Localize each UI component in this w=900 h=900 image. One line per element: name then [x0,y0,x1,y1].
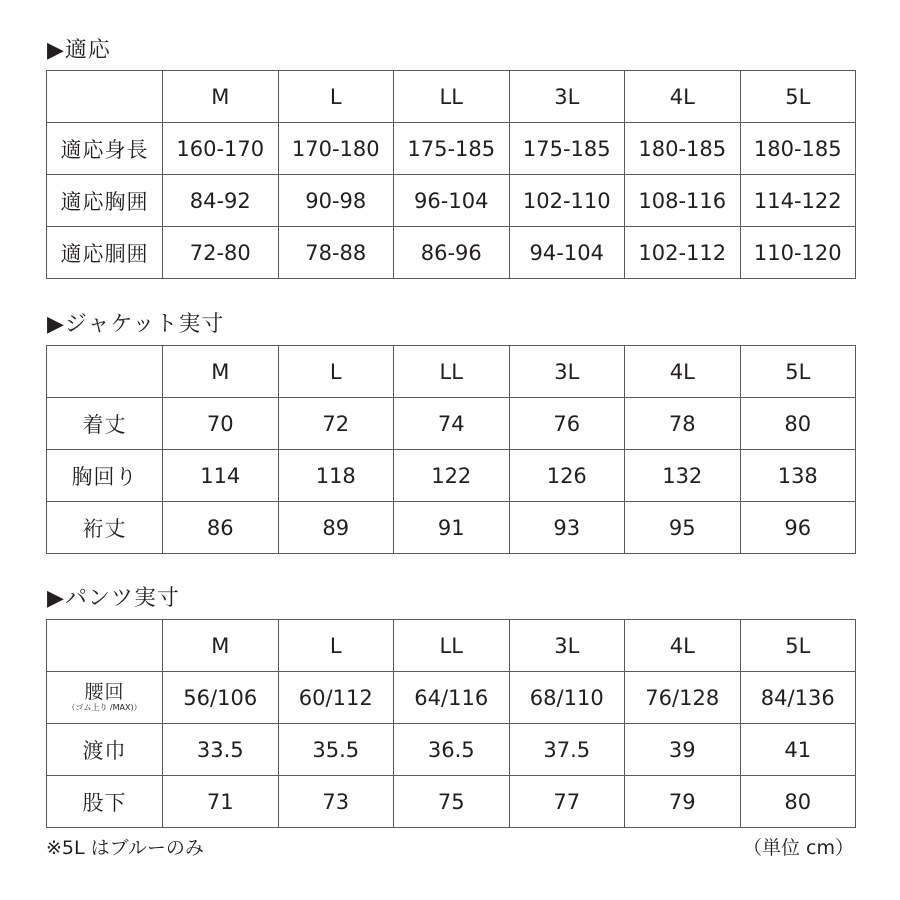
table-cell: 33.5 [163,724,279,776]
header-cell: 4L [625,71,741,123]
row-label: 適応胸囲 [47,175,163,227]
table-cell: 93 [509,502,625,554]
header-cell: 4L [625,346,741,398]
table-cell: 114-122 [740,175,856,227]
table-cell: 76/128 [625,672,741,724]
table-cell: 71 [163,776,279,828]
table-cell: 160-170 [163,123,279,175]
table-cell: 70 [163,398,279,450]
table-cell: 80 [740,398,856,450]
row-label: 裄丈 [47,502,163,554]
table-row [47,776,856,828]
table-cell: 72-80 [163,227,279,279]
section-title-fit: ▶適応 [47,38,111,63]
table-row [47,175,856,227]
jacket-size-table [46,345,856,554]
footnote-blue-only: ※5L はブルーのみ [46,837,204,859]
fit-size-table [46,70,856,279]
header-cell: 3L [509,346,625,398]
table-cell: 37.5 [509,724,625,776]
header-cell: M [163,620,279,672]
table-cell: 122 [394,450,510,502]
table-cell: 114 [163,450,279,502]
row-label: 着丈 [47,398,163,450]
table-cell: 84-92 [163,175,279,227]
header-cell: M [163,71,279,123]
table-cell: 90-98 [278,175,394,227]
header-cell [47,71,163,123]
table-cell: 91 [394,502,510,554]
table-cell: 77 [509,776,625,828]
header-cell: L [278,71,394,123]
footnote-unit: （単位 cm） [743,837,854,859]
table-cell: 80 [740,776,856,828]
table-cell: 102-112 [625,227,741,279]
table-cell: 78 [625,398,741,450]
header-cell [47,620,163,672]
header-cell: L [278,346,394,398]
pants-size-table [46,619,856,828]
table-cell: 110-120 [740,227,856,279]
header-cell: 5L [740,71,856,123]
table-cell: 72 [278,398,394,450]
header-cell: LL [394,346,510,398]
table-cell: 95 [625,502,741,554]
table-header-row [47,71,856,123]
table-cell: 36.5 [394,724,510,776]
section-title-pants: ▶パンツ実寸 [47,586,180,611]
table-header-row [47,620,856,672]
header-cell: 5L [740,620,856,672]
table-cell: 180-185 [625,123,741,175]
table-cell: 118 [278,450,394,502]
header-cell: LL [394,620,510,672]
table-row [47,450,856,502]
table-cell: 68/110 [509,672,625,724]
table-cell: 60/112 [278,672,394,724]
section-title-jacket: ▶ジャケット実寸 [47,312,225,337]
table-cell: 64/116 [394,672,510,724]
header-cell [47,346,163,398]
table-cell: 96-104 [394,175,510,227]
table-cell: 126 [509,450,625,502]
table-cell: 76 [509,398,625,450]
header-cell: 3L [509,71,625,123]
table-cell: 39 [625,724,741,776]
table-cell: 56/106 [163,672,279,724]
table-cell: 84/136 [740,672,856,724]
row-label: 股下 [47,776,163,828]
row-label: 腰回 [84,680,125,703]
row-label: 適応身長 [47,123,163,175]
header-cell: 4L [625,620,741,672]
row-label: 適応胴囲 [47,227,163,279]
table-row [47,227,856,279]
row-label-waist [47,672,163,724]
table-cell: 41 [740,724,856,776]
table-cell: 75 [394,776,510,828]
header-cell: L [278,620,394,672]
header-cell: 5L [740,346,856,398]
table-row [47,502,856,554]
table-cell: 89 [278,502,394,554]
table-row [47,123,856,175]
table-cell: 78-88 [278,227,394,279]
header-cell: 3L [509,620,625,672]
header-cell: M [163,346,279,398]
row-label: 胸回り [47,450,163,502]
table-cell: 74 [394,398,510,450]
table-cell: 86 [163,502,279,554]
table-cell: 138 [740,450,856,502]
table-cell: 96 [740,502,856,554]
table-cell: 86-96 [394,227,510,279]
table-cell: 79 [625,776,741,828]
table-row [47,672,856,724]
table-header-row [47,346,856,398]
table-cell: 35.5 [278,724,394,776]
table-cell: 108-116 [625,175,741,227]
table-cell: 175-185 [509,123,625,175]
row-label: 渡巾 [47,724,163,776]
table-row [47,724,856,776]
table-cell: 73 [278,776,394,828]
table-row [47,398,856,450]
table-cell: 132 [625,450,741,502]
table-cell: 94-104 [509,227,625,279]
header-cell: LL [394,71,510,123]
table-cell: 180-185 [740,123,856,175]
row-sublabel: （ゴム上り /MAX)） [67,702,142,712]
table-cell: 175-185 [394,123,510,175]
table-cell: 102-110 [509,175,625,227]
table-cell: 170-180 [278,123,394,175]
